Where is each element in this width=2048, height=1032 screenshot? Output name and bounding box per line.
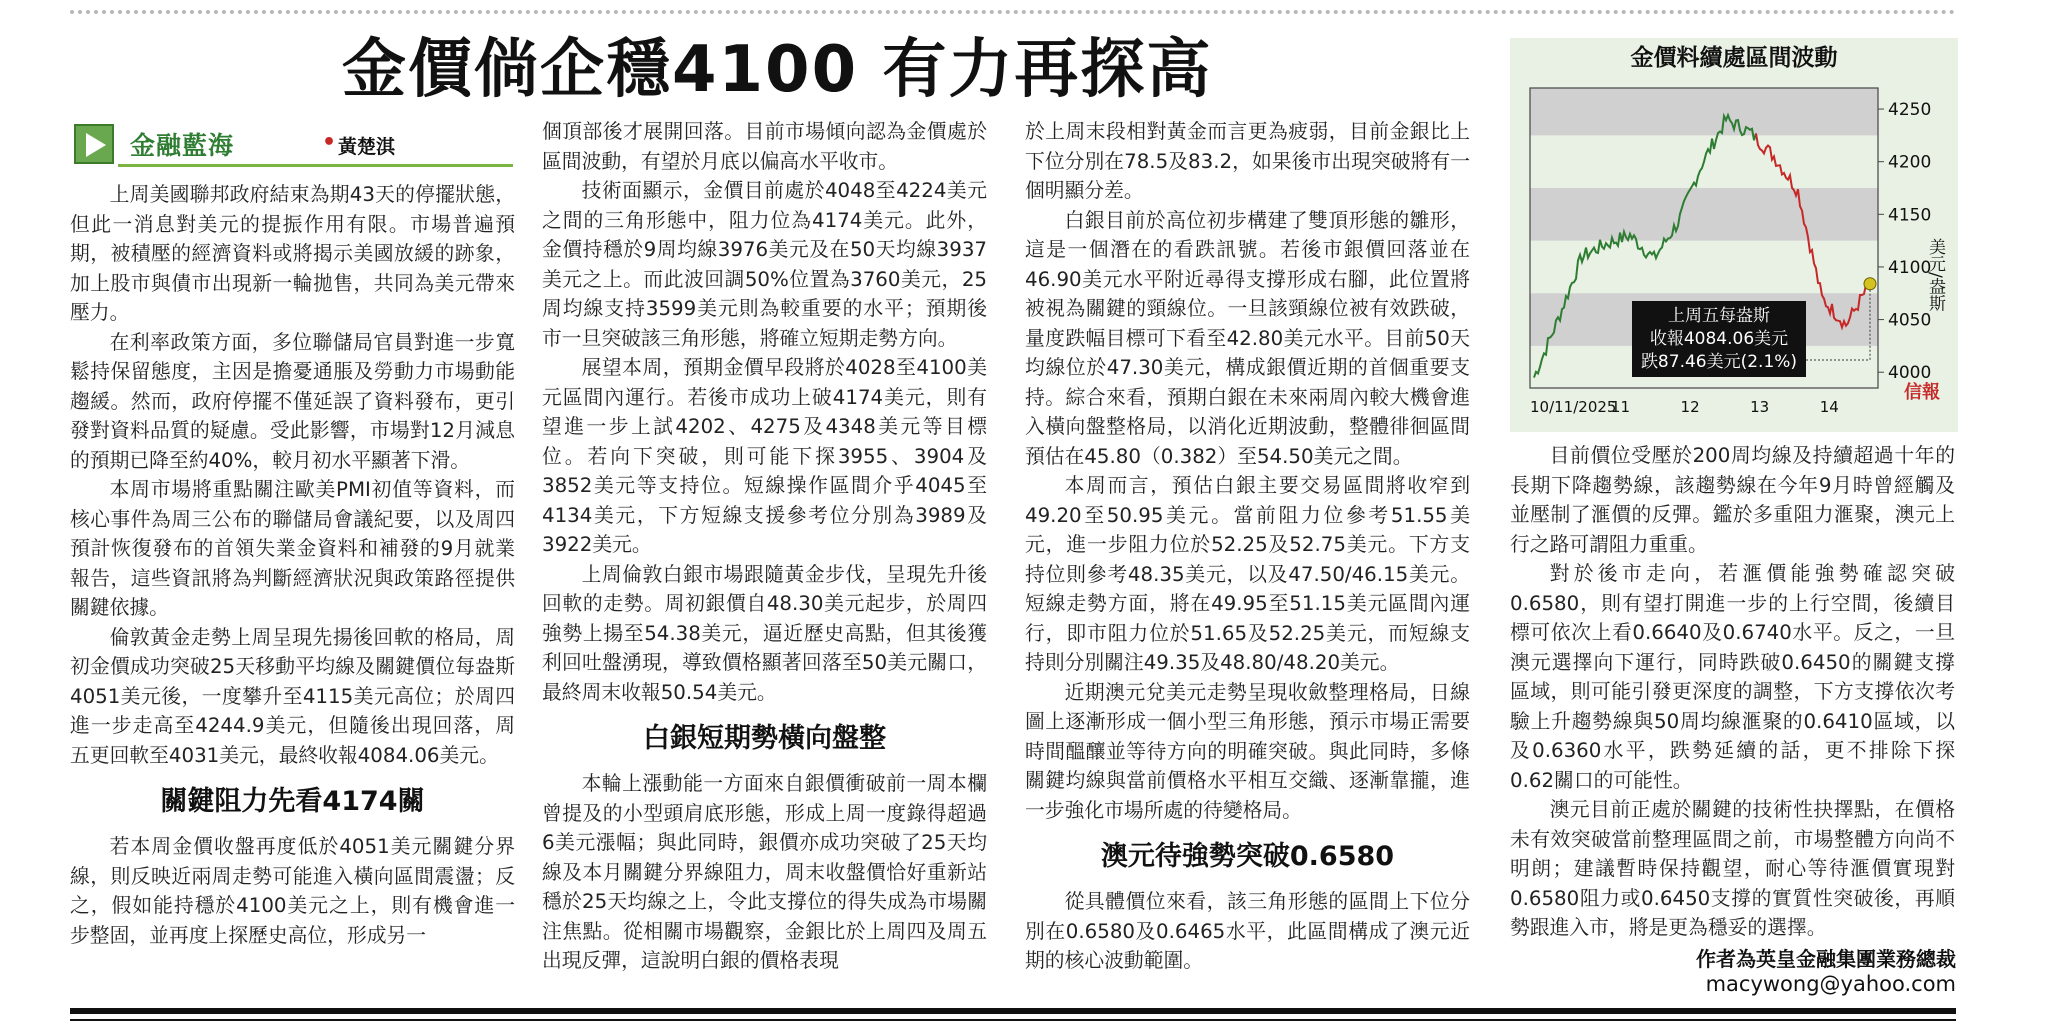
paragraph: 在利率政策方面，多位聯儲局官員對進一步寬鬆持保留態度，主因是擔憂通脹及勞動力市場動能趨緩。然而，政府停擺不僅延誤了資料發布，更引發對資料品質的疑慮。受此影響，市場對12月減息的預期已降至約40%，較月初水平顯著下滑。 — [70, 330, 515, 472]
author-byline: 作者為英皇金融集團業務總裁 — [1696, 947, 1956, 971]
chart-canvas — [1510, 38, 1958, 432]
article-column-1 — [70, 156, 515, 950]
gold-price-chart — [1510, 38, 1958, 432]
last-price-marker — [1864, 278, 1876, 290]
article-column-2 — [542, 117, 987, 976]
paragraph: 澳元目前正處於關鍵的技術性抉擇點，在價格未有效突破當前整理區間之前，市場整體方向尚不明朗；建議暫時保持觀望，耐心等待滙價實現對0.6580阻力或0.6450支撐的實質性突破後，再順勢跟進入市，將是更為穩妥的選擇。 — [1510, 798, 1955, 939]
top-dotted-rule — [70, 10, 1956, 14]
paragraph: 上周美國聯邦政府結束為期43天的停擺狀態，但此一消息對美元的提振作用有限。市場普遍預期，被積壓的經濟資料或將揭示美國放緩的跡象，加上股市與債市出現新一輪拋售，共同為美元帶來壓力。 — [70, 183, 515, 324]
callout-line-2: 收報4084.06美元 — [1649, 329, 1789, 349]
x-axis-ticks — [1530, 398, 1839, 416]
y-tick-label: 4000 — [1888, 363, 1932, 384]
paragraph: 技術面顯示，金價目前處於4048至4224美元之間的三角形態中，阻力位為4174美元。此外，金價持穩於9周均線3976美元及在50天均線3937美元之上。而此波回調50%位置為3760美元，25周均線支持3599美元則為較重要的水平；預期後市一旦突破該三角形態，將確立短期走勢方向。 — [542, 179, 987, 350]
x-tick-label: 14 — [1819, 398, 1839, 416]
chart-band — [1530, 188, 1878, 241]
callout-line-3: 跌87.46美元(2.1%) — [1640, 352, 1798, 372]
paragraph: 對於後市走向，若滙價能強勢確認突破0.6580，則有望打開進一步的上行空間，後續目標可依次上看0.6640及0.6740水平。反之，一旦澳元選擇向下運行，同時跌破0.6450的關鍵支撐區域，則可能引發更深度的調整，下方支撐依次考驗上升趨勢線與50周均線滙聚的0.6410區域，以及0.6360水平，跌勢延續的話，更不排除下探0.62關口的可能性。 — [1510, 562, 1955, 792]
paragraph-continued: 於上周末段相對黃金而言更為疲弱，目前金銀比上下位分別在78.5及83.2，如果後市出現突破將有一個明顯分差。 — [1025, 120, 1470, 202]
headline: 金價倘企穩4100 有力再探高 — [342, 33, 1213, 107]
bottom-rule — [70, 1008, 1956, 1014]
column-author: 黃楚淇 — [338, 136, 396, 158]
bottom-rule-thin — [70, 1019, 1956, 1021]
subheading: 白銀短期勢橫向盤整 — [643, 723, 886, 754]
y-axis-label: 美元/盎斯 — [1925, 238, 1945, 312]
x-tick-label: 11 — [1610, 398, 1631, 416]
column-name: 金融藍海 — [130, 131, 235, 160]
subheading: 澳元待強勢突破0.6580 — [1100, 841, 1395, 872]
paragraph: 本輪上漲動能一方面來自銀價衝破前一周本欄曾提及的小型頭肩底形態，形成上周一度錄得超過6美元漲幅；與此同時，銀價亦成功突破了25天均線及本月關鍵分界線阻力，周末收盤價恰好重新站穩於25天均線之上，令此支撐位的得失成為市場關注焦點。從相關市場觀察，金銀比於上周四及周五出現反彈，這說明白銀的價格表現 — [542, 772, 987, 972]
paragraph-continued: 個頂部後才展開回落。目前市場傾向認為金價處於區間波動，有望於月底以偏高水平收市。 — [542, 120, 987, 173]
y-axis-ticks — [1878, 100, 1931, 383]
author-email: macywong@yahoo.com — [1705, 972, 1956, 996]
y-tick-label: 4100 — [1888, 257, 1932, 278]
paragraph: 展望本周，預期金價早段將於4028至4100美元區間內運行。若後市成功上破4174美元，則有望進一步上試4202、4275及4348美元等目標位。若向下突破，則可能下探3955、3904及3852美元等支持位。短線操作區間介乎4045至4134美元，下方短線支援參考位分別為3989及3922美元。 — [542, 356, 987, 556]
x-tick-label: 10/11/2025 — [1530, 398, 1617, 416]
paragraph: 若本周金價收盤再度低於4051美元關鍵分界線，則反映近兩周走勢可能進入橫向區間震盪；反之，假如能持穩於4100美元之上，則有機會進一步整固，並再度上探歷史高位，形成另一 — [70, 835, 515, 947]
subheading: 關鍵阻力先看4174關 — [160, 786, 425, 817]
chart-title: 金價料續處區間波動 — [1630, 45, 1838, 71]
chart-band — [1530, 88, 1878, 135]
bullet-dot-icon: • — [322, 130, 337, 155]
x-tick-label: 12 — [1680, 398, 1700, 416]
y-tick-label: 4150 — [1888, 205, 1932, 226]
paragraph: 近期澳元兌美元走勢呈現收斂整理格局，日線圖上逐漸形成一個小型三角形態，預示市場正需要時間醞釀並等待方向的明確突破。與此同時，多條關鍵均線與當前價格水平相互交織、逐漸靠攏，進一步強化市場所處的待變格局。 — [1025, 680, 1470, 822]
y-tick-label: 4200 — [1888, 152, 1932, 173]
y-tick-label: 4050 — [1888, 310, 1932, 331]
paragraph: 目前價位受壓於200周均線及持續超過十年的長期下降趨勢線，該趨勢線在今年9月時曾經觸及並壓制了滙價的反彈。鑑於多重阻力滙聚，澳元上行之路可謂阻力重重。 — [1510, 444, 1955, 556]
article-column-3 — [1025, 117, 1470, 976]
paragraph: 本周而言，預估白銀主要交易區間將收窄到49.20至50.95美元。當前阻力位參考51.55美元，進一步阻力位於52.25及52.75美元。下方支持位則參考48.35美元，以及47.50/46.15美元。短線走勢方面，將在49.95至51.15美元區間內運行，即市阻力位於51.65及52.25美元，而短線支持則分別關注49.35及48.80/48.20美元。 — [1025, 474, 1470, 674]
y-tick-label: 4250 — [1888, 100, 1932, 121]
chart-source-label: 信報 — [1904, 382, 1940, 403]
paragraph: 本周市場將重點關注歐美PMI初值等資料，而核心事件為周三公布的聯儲局會議紀要，以及周四預計恢復發布的首領失業金資料和補發的9月就業報告，這些資訊將為判斷經濟狀況與政策路徑提供關鍵依據。 — [70, 478, 515, 619]
article-column-4 — [1510, 441, 1955, 943]
paragraph: 白銀目前於高位初步構建了雙頂形態的雛形，這是一個潛在的看跌訊號。若後市銀價回落並在46.90美元水平附近尋得支撐形成右腳，此位置將被視為關鍵的頸線位。一旦該頸線位被有效跌破，量度跌幅目標可下看至42.80美元水平。目前50天均線位於47.30美元，構成銀價近期的首個重要支持。綜合來看，預期白銀在未來兩周內較大機會進入橫向盤整格局，以消化近期波動，整體徘徊區間預估在45.80（0.382）至54.50美元之間。 — [1025, 208, 1470, 468]
callout-line-1: 上周五每盎斯 — [1668, 306, 1770, 326]
paragraph: 從具體價位來看，該三角形態的區間上下位分別在0.6580及0.6465水平，此區間構成了澳元近期的核心波動範圍。 — [1025, 890, 1470, 972]
paragraph: 倫敦黃金走勢上周呈現先揚後回軟的格局，周初金價成功突破25天移動平均線及關鍵價位每盎斯4051美元後，一度攀升至4115美元高位；於周四進一步走高至4244.9美元，但隨後出現回落，周五更回軟至4031美元，最終收報4084.06美元。 — [70, 625, 515, 767]
paragraph: 上周倫敦白銀市場跟隨黃金步伐，呈現先升後回軟的走勢。周初銀價自48.30美元起步，於周四強勢上揚至54.38美元，逼近歷史高點，但其後獲利回吐盤湧現，導致價格顯著回落至50美元關口，最終周末收報50.54美元。 — [542, 562, 987, 704]
x-tick-label: 13 — [1750, 398, 1770, 416]
